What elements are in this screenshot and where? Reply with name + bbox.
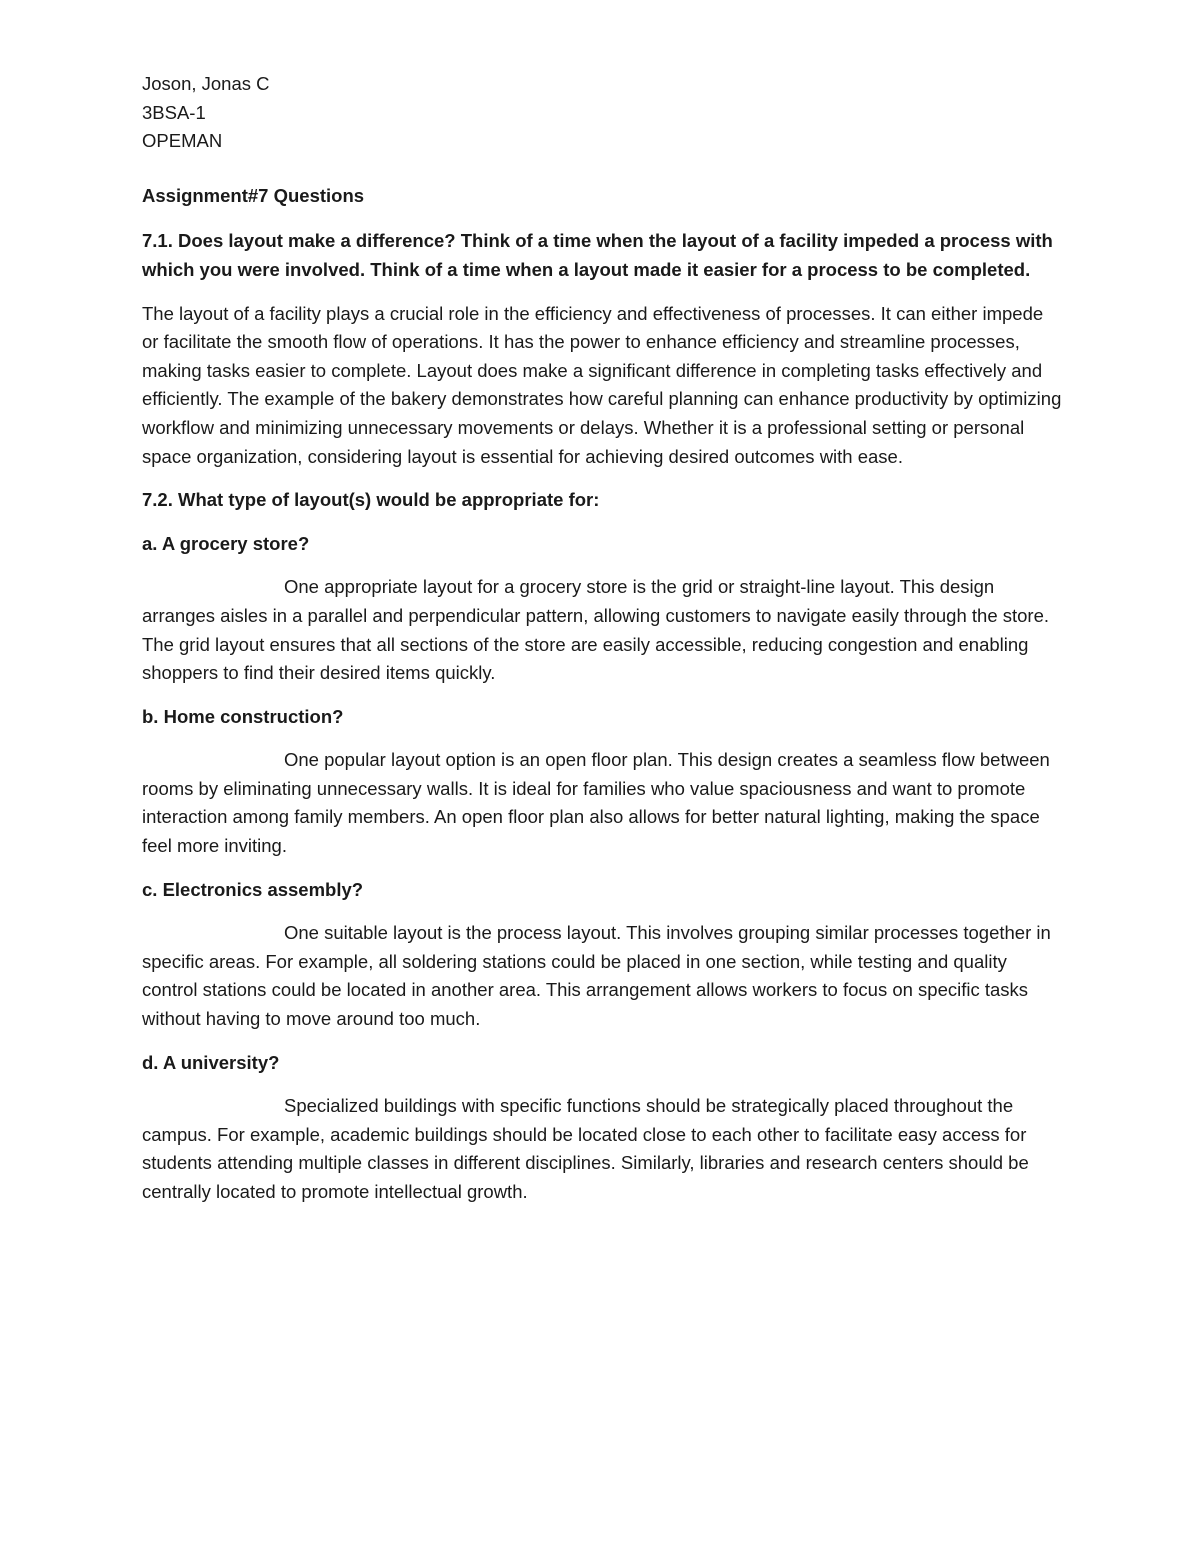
course-code: OPEMAN <box>142 130 223 152</box>
part-a-answer: One appropriate layout for a grocery store is the grid or straight-line layout. This design arranges aisles in a parallel and perpendicular pattern, allowing customers to navigate easily through the store. The grid layout ensures that all sections of the store are easily accessible, reducing congestion and enabling shoppers to find their desired items quickly. <box>142 576 1050 684</box>
answer-7-1: The layout of a facility plays a crucial role in the efficiency and effectiveness of processes. It can either impede or facilitate the smooth flow of operations. It has the power to enhance efficiency and streamline processes, making tasks easier to complete. Layout does make a significant difference in completing tasks effectively and efficiently. The example of the bakery demonstrates how careful planning can enhance productivity by optimizing workflow and minimizing unnecessary movements or delays. Whether it is a professional setting or personal space organization, considering layout is essential for achieving desired outcomes with ease. <box>142 302 1062 467</box>
part-b-answer: One popular layout option is an open floor plan. This design creates a seamless flow between rooms by eliminating unnecessary walls. It is ideal for families who value spaciousness and want to promote interaction among family members. An open floor plan also allows for better natural lighting, making the space feel more inviting. <box>142 749 1050 857</box>
question-7-2: 7.2. What type of layout(s) would be appropriate for: <box>142 489 600 511</box>
document-body <box>142 70 1062 1222</box>
question-7-1: 7.1. Does layout make a difference? Think of a time when the layout of a facility impeded a process with which you were involved. Think of a time when a layout made it easier for a process to be completed. <box>142 230 1053 280</box>
student-name: Joson, Jonas C <box>142 73 270 94</box>
part-c-answer: One suitable layout is the process layout. This involves grouping similar processes together in specific areas. For example, all soldering stations could be placed in one section, while testing and quality control stations could be located in another area. This arrangement allows workers to focus on specific tasks without having to move around too much. <box>142 922 1051 1030</box>
part-d-label: d. A university? <box>142 1051 280 1073</box>
part-c-label: c. Electronics assembly? <box>142 878 364 900</box>
part-a-label: a. A grocery store? <box>142 532 310 554</box>
student-section: 3BSA-1 <box>142 101 206 123</box>
spacer <box>142 156 1062 182</box>
part-b-label: b. Home construction? <box>142 705 344 727</box>
assignment-title: Assignment#7 Questions <box>142 184 365 206</box>
part-d-answer: Specialized buildings with specific functions should be strategically placed throughout the campus. For example, academic buildings should be located close to each other to facilitate easy access for students attending multiple classes in different disciplines. Similarly, libraries and research centers should be centrally located to promote intellectual growth. <box>142 1095 1029 1202</box>
